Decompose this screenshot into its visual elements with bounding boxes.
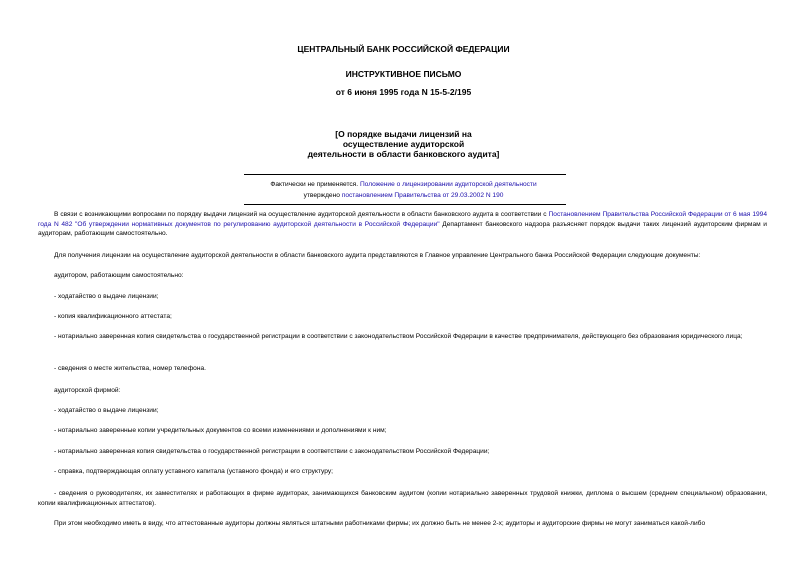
paragraph-auditor-requirements: При этом необходимо иметь в виду, что аттестованные аудиторы должны являться штатными работниками фирмы; их должно быть не менее 2-х; аудиторы и аудиторские фирмы не могут заниматься какой-либо: [54, 520, 706, 527]
title-line-3: деятельности в области банковского аудита]: [307, 149, 500, 159]
list-item: - нотариально заверенная копия свидетельства о государственной регистрации в соответствии с законодательством Российской Федерации в качестве предпринимателя, действующего без образования юридического лица;: [54, 333, 743, 340]
status-note-prefix: Фактически не применяется.: [270, 181, 359, 188]
list-item: - ходатайство о выдаче лицензии;: [54, 293, 159, 300]
document-title: [0, 129, 807, 159]
list-item: - сведения о руководителях, их заместителях и работающих в фирме аудиторах, занимающихся банковским аудитом (копии нотариально заверенных трудовой книжки, диплома о высшем (среднем специальном) образовании, копии квалификационных аттестатов).: [38, 490, 767, 507]
status-note-line-2: [0, 191, 807, 201]
status-note-line-1: [0, 180, 807, 190]
resolution-482-link[interactable]: Постановлением Правительства Российской Федерации от 6 мая 1994 года N 482 "Об утверждении нормативных документов по регулированию аудиторской деятельности в Российской Федерации": [38, 211, 767, 228]
paragraph-firm-heading: аудиторской фирмой:: [54, 387, 121, 394]
paragraph-documents-list-intro: Для получения лицензии на осуществление аудиторской деятельности в области банковского аудита представляются в Главное управление Центрального банка Российской Федерации следующие документы:: [54, 252, 701, 259]
divider-bottom: [244, 204, 566, 205]
document-type-heading: ИНСТРУКТИВНОЕ ПИСЬМО: [345, 69, 462, 79]
title-line-2: осуществление аудиторской: [342, 139, 465, 149]
intro-text-end: Департамент банковского надзора разъясняет порядок выдачи таких лицензий аудиторским фирмам и аудиторам, работающим самостоятельно.: [38, 220, 767, 238]
list-item: - ходатайство о выдаче лицензии;: [54, 407, 159, 414]
issuer-heading: ЦЕНТРАЛЬНЫЙ БАНК РОССИЙСКОЙ ФЕДЕРАЦИИ: [297, 44, 510, 54]
list-item: - справка, подтверждающая оплату уставного капитала (уставного фонда) и его структуру;: [54, 468, 333, 475]
status-note-mid: утверждено: [303, 192, 340, 199]
regulation-link[interactable]: Положение о лицензировании аудиторской деятельности: [359, 181, 537, 188]
paragraph-auditor-heading: аудитором, работающим самостоятельно:: [54, 272, 184, 279]
document-date-number: от 6 июня 1995 года N 15-5-2/195: [335, 87, 472, 97]
list-item: - нотариально заверенные копии учредительных документов со всеми изменениями и дополнениями к ним;: [54, 427, 387, 434]
paragraph-intro: [38, 210, 767, 239]
title-line-1: [О порядке выдачи лицензий на: [335, 129, 472, 139]
government-resolution-link[interactable]: постановлением Правительства от 29.03.2002 N 190: [341, 192, 504, 199]
list-item: - нотариально заверенная копия свидетельства о государственной регистрации в соответствии с законодательством Российской Федерации;: [54, 448, 490, 455]
intro-text-start: В связи с возникающими вопросами по порядку выдачи лицензий на осуществление аудиторской деятельности в области банковского аудита в соответствии с: [54, 211, 547, 218]
list-item: - копия квалификационного аттестата;: [54, 313, 172, 320]
divider-top: [244, 174, 566, 175]
list-item: - сведения о месте жительства, номер телефона.: [54, 365, 206, 372]
